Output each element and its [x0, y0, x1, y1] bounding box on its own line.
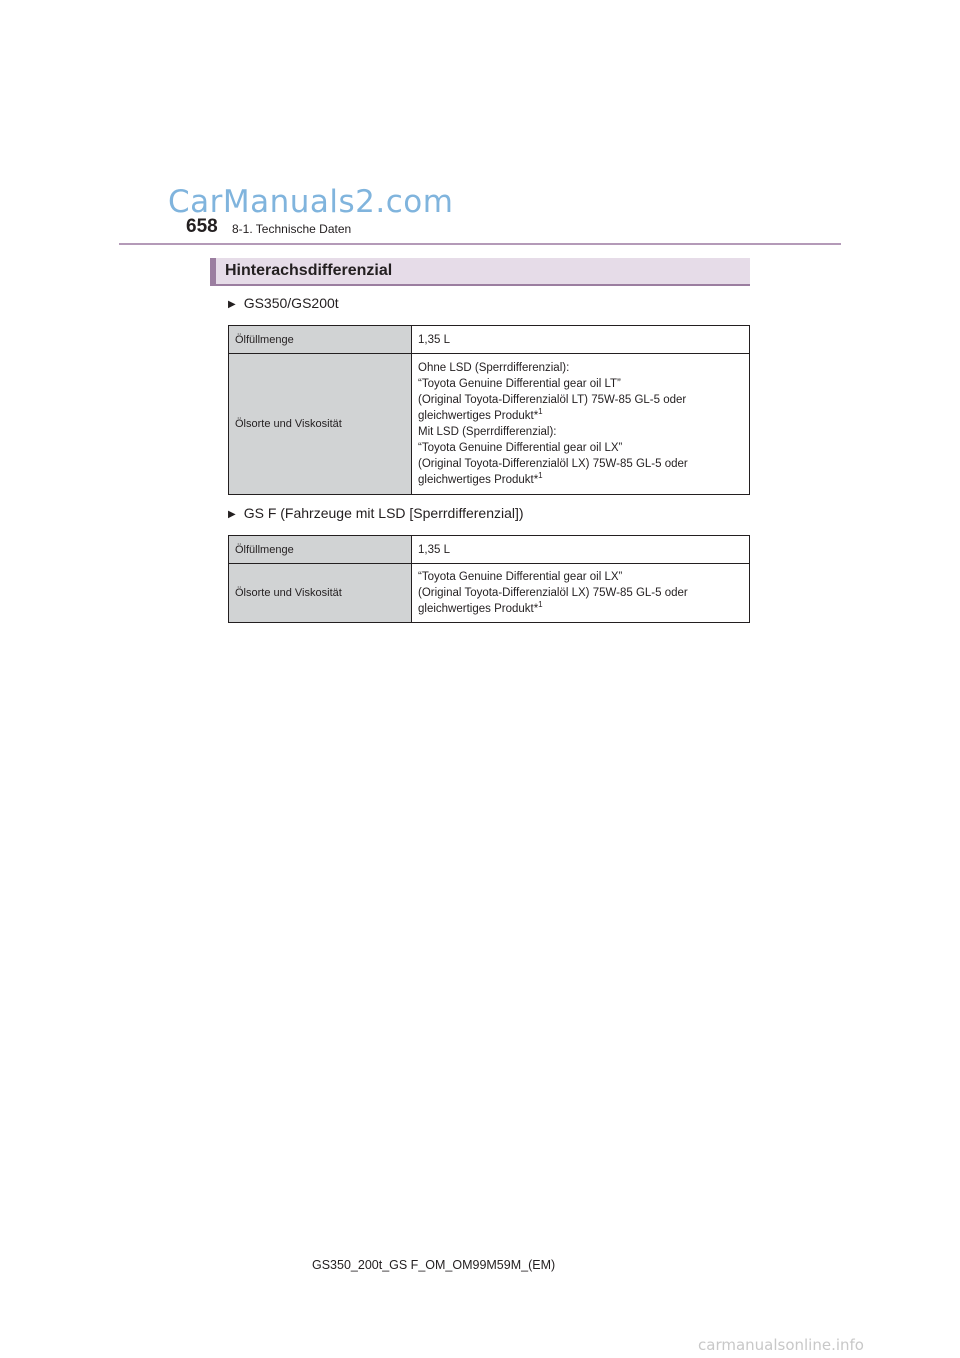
footer-code: GS350_200t_GS F_OM_OM99M59M_(EM) — [312, 1258, 556, 1272]
value-line: 1,35 L — [418, 333, 450, 346]
row-value — [412, 536, 750, 564]
value-line: (Original Toyota-Differenzialöl LX) 75W-85 GL-5 oder — [418, 458, 688, 470]
value-line: Mit LSD (Sperrdifferenzial): — [418, 426, 557, 438]
value-line: (Original Toyota-Differenzialöl LX) 75W-85 GL-5 oder — [418, 587, 688, 599]
footnote-marker: 1 — [538, 407, 543, 417]
row-label: Ölfüllmenge — [229, 536, 412, 564]
value-line: “Toyota Genuine Differential gear oil LX” — [418, 571, 623, 583]
table-row — [229, 326, 750, 354]
watermark-logo-top: CarManuals2.com — [168, 184, 454, 220]
value-line: Ohne LSD (Sperrdifferenzial): — [418, 362, 570, 374]
value-line: gleichwertiges Produkt*$^1$ — [418, 600, 543, 615]
triangle-right-icon: ▶ — [228, 299, 236, 310]
subheading-text: GS F (Fahrzeuge mit LSD [Sperrdifferenzial]) — [243, 505, 524, 521]
table-row — [229, 564, 750, 623]
value-line: (Original Toyota-Differenzialöl LT) 75W-85 GL-5 oder — [418, 394, 687, 406]
footnote-marker: 1 — [538, 471, 543, 481]
page-number: 658 — [186, 216, 218, 237]
value-line: gleichwertiges Produkt*$^1$ — [418, 471, 543, 486]
triangle-right-icon: ▶ — [228, 509, 236, 520]
subheading-gs350 — [228, 295, 339, 311]
section-heading-text: Hinterachsdifferenzial — [225, 262, 393, 279]
value-line: “Toyota Genuine Differential gear oil LX” — [418, 442, 623, 454]
section-heading — [210, 258, 750, 286]
row-value — [412, 354, 750, 495]
row-label: Ölsorte und Viskosität — [229, 564, 412, 623]
subheading-gsf — [228, 505, 524, 521]
value-line: “Toyota Genuine Differential gear oil LT” — [418, 378, 621, 390]
spec-table-gs350 — [228, 325, 750, 495]
row-label: Ölfüllmenge — [229, 326, 412, 354]
subheading-text: GS350/GS200t — [243, 295, 339, 311]
header-rule — [119, 243, 841, 245]
value-line: gleichwertiges Produkt*$^1$ — [418, 407, 543, 422]
table-row — [229, 354, 750, 495]
footnote-marker: 1 — [538, 600, 543, 610]
row-value — [412, 564, 750, 623]
table-row — [229, 536, 750, 564]
row-value — [412, 326, 750, 354]
spec-table-gsf — [228, 535, 750, 623]
watermark-bottom: carmanualsonline.info — [698, 1336, 864, 1354]
chapter-title: 8-1. Technische Daten — [232, 222, 352, 236]
row-label: Ölsorte und Viskosität — [229, 354, 412, 495]
value-line: 1,35 L — [418, 543, 450, 556]
